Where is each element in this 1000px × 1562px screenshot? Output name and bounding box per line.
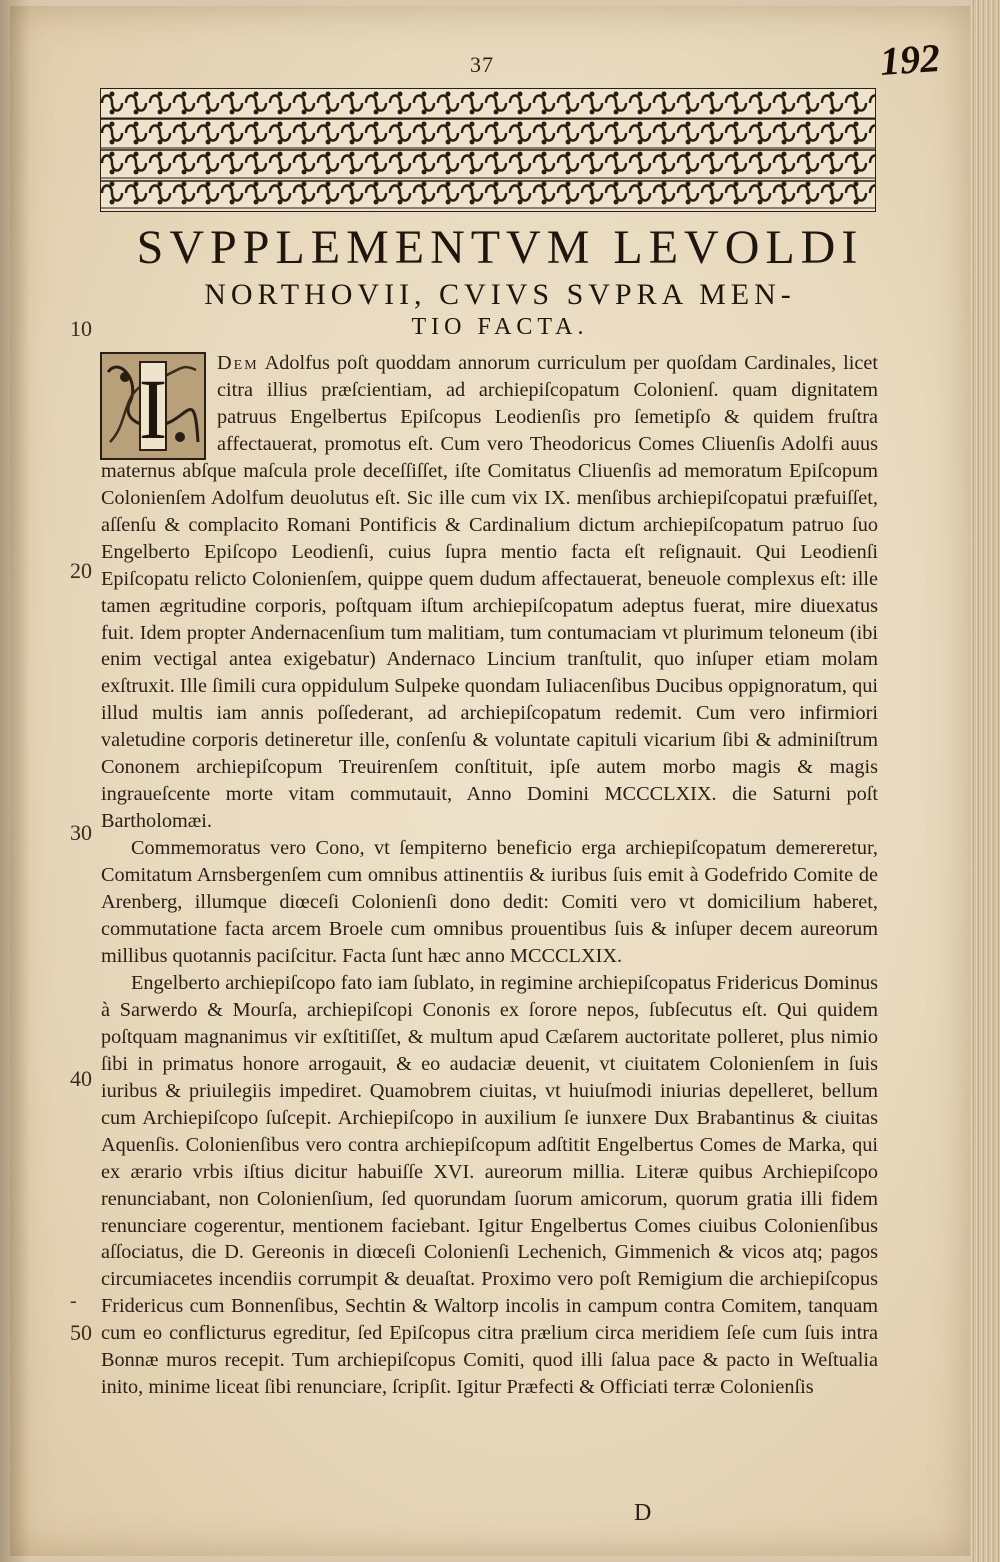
catchword: D <box>634 1500 652 1526</box>
folio-number: 37 <box>470 52 494 77</box>
margin-line-number: 40 <box>70 1066 92 1091</box>
margin-line-number: 30 <box>70 820 92 845</box>
title-line-2: NORTHOVII, CVIVS SVPRA MEN- <box>204 278 796 311</box>
gutter-shadow <box>0 0 30 1562</box>
dropcap-letter: I <box>138 361 168 457</box>
ornament-headpiece <box>100 88 876 212</box>
paragraph-2: Commemoratus vero Cono, vt ſempiterno beneficio erga archiepiſcopatum demereretur, Comitatum Arnsbergenſem cum omnibus attinentiis & iuribus ſuis emit à Godefrido Comite de Arenberg, illumque diœceſi Colonienſi dono dedit: Comiti vero vt domicilium haberet, commutatione facta arcem Broele cum omnibus prouentibus ſuis & inſuper decem aureorum millibus quotannis paciſcitur. Facta ſunt hæc anno MCCCLXIX. <box>101 837 878 967</box>
body-text <box>101 350 878 1401</box>
title-line-3: TIO FACTA. <box>411 314 589 340</box>
lead-word: Dem <box>217 352 259 374</box>
margin-mark: - <box>70 1290 77 1312</box>
paragraph-1: Adolfus poſt quoddam annorum curriculum per quoſdam Cardinales, licet citra illius præſcientiam, ad archiepiſcopatum Colonienſ. quam dignitatem patruus Engelbertus Epiſcopus Leodienſis pro ſemetipſo & quidem fruſtra affectauerat, promotus eſt. Cum vero Theodoricus Comes Cliuenſis Adolfi auus maternus abſque maſcula prole deceſſiſſet, iſte Comitatus Cliuenſis ad memoratum Epiſcopum Colonienſem Adolfum deuolutus eſt. Sic ille cum vix IX. menſibus archiepiſcopatui præfuiſſet, aſſenſu & complacito Romani Pontificis & Cardinalium dictum archiepiſcopatum patruo ſuo Engelberto Epiſcopo Leodienſi, cuius ſupra mentio facta eſt reſignauit. Qui Leodienſi Epiſcopatu relicto Colonienſem, quippe quem dudum affectauerat, beneuole complexus eſt: ille tamen ægritudine corporis, poſtquam iſtum archiepiſcopatum adeptus fuerat, mire diuexatus fuit. Idem propter Andernacenſium tum malitiam, tum contumaciam vt plurimum teloneum (ibi enim vectigal antea exigebatur) Andernaco Lincium tranſtulit, quo inſuper etiam molam exſtruxit. Ille ſimili cura oppidulum Sulpeke quondam Iuliacenſibus Ducibus oppignoratum, qui illud multis iam annis poſſederant, ad archiepiſcopatum redemit. Cum vero infirmiori valetudine corporis detineretur ille, conſenſu & voluntate capituli vicarium ſibi & adminiſtrum Cononem archiepiſcopum Treuirenſem conſtituit, ipſe autem morbo magis & magis ingraueſcente morte vitam commutauit, Anno Domini MCCCLXIX. die Saturni poſt Bartholomæi. <box>101 352 878 833</box>
page-edges <box>970 0 1000 1562</box>
margin-line-number: 20 <box>70 558 92 583</box>
title-line-1: SVPPLEMENTVM LEVOLDI <box>136 221 864 274</box>
margin-line-number: 50 <box>70 1320 92 1345</box>
paragraph-3: Engelberto archiepiſcopo fato iam ſublato, in regimine archiepiſcopatus Fridericus Dominus à Sarwerdo & Mourſa, archiepiſcopi Cononis ex ſorore nepos, ſubſecutus eſt. Qui quidem poſtquam magnanimus vir exſtitiſſet, & multum apud Cæſarem auctoritate polleret, plus nimio ſibi in primatus honore arrogauit, & eo audaciæ deuenit, vt ciuitatem Colonienſem in ſuis iuribus & priuilegiis impediret. Quamobrem ciuitas, vt huiuſmodi iniurias depelleret, bellum cum Archiepiſcopo ſuſcepit. Archiepiſcopo in auxilium ſe iunxere Dux Brabantinus & ciuitas Aquenſis. Colonienſibus vero contra archiepiſcopum adſtitit Engelbertus Comes de Marka, qui ex ærario vrbis iſtius dicitur habuiſſe XVI. aureorum millia. Literæ quibus Archiepiſcopo renunciabant, non Colonienſium, ſed quorundam ſuorum amicorum, quorum gratia illi fidem renunciare cogerentur, mentionem faciebant. Igitur Engelbertus Comes ciuibus Colonienſibus aſſociatus, die D. Gereonis in diœceſi Colonienſi Lechenich, Gimmenich & vicos atq; pagos circumiacetes incendiis corrumpit & deuaſtat. Proximo vero poſt Remigium die archiepiſcopus Fridericus cum Bonnenſibus, Sechtin & Waltorp incolis in campum contra Comitem, tanquam cum eo conflicturus egreditur, ſed Epiſcopus citra prælium circa meridiem ſeſe cum ſuis intra Bonnæ muros recepit. Tum archiepiſcopus Comiti, quod illi ſalua pace & pacto in Weſtualia inito, minime liceat ſibi renunciare, ſcripſit. Igitur Præfecti & Officiati terræ Colonienſis <box>101 971 878 1399</box>
margin-line-number: 10 <box>70 316 92 341</box>
handwritten-page-number: 192 <box>878 34 942 85</box>
